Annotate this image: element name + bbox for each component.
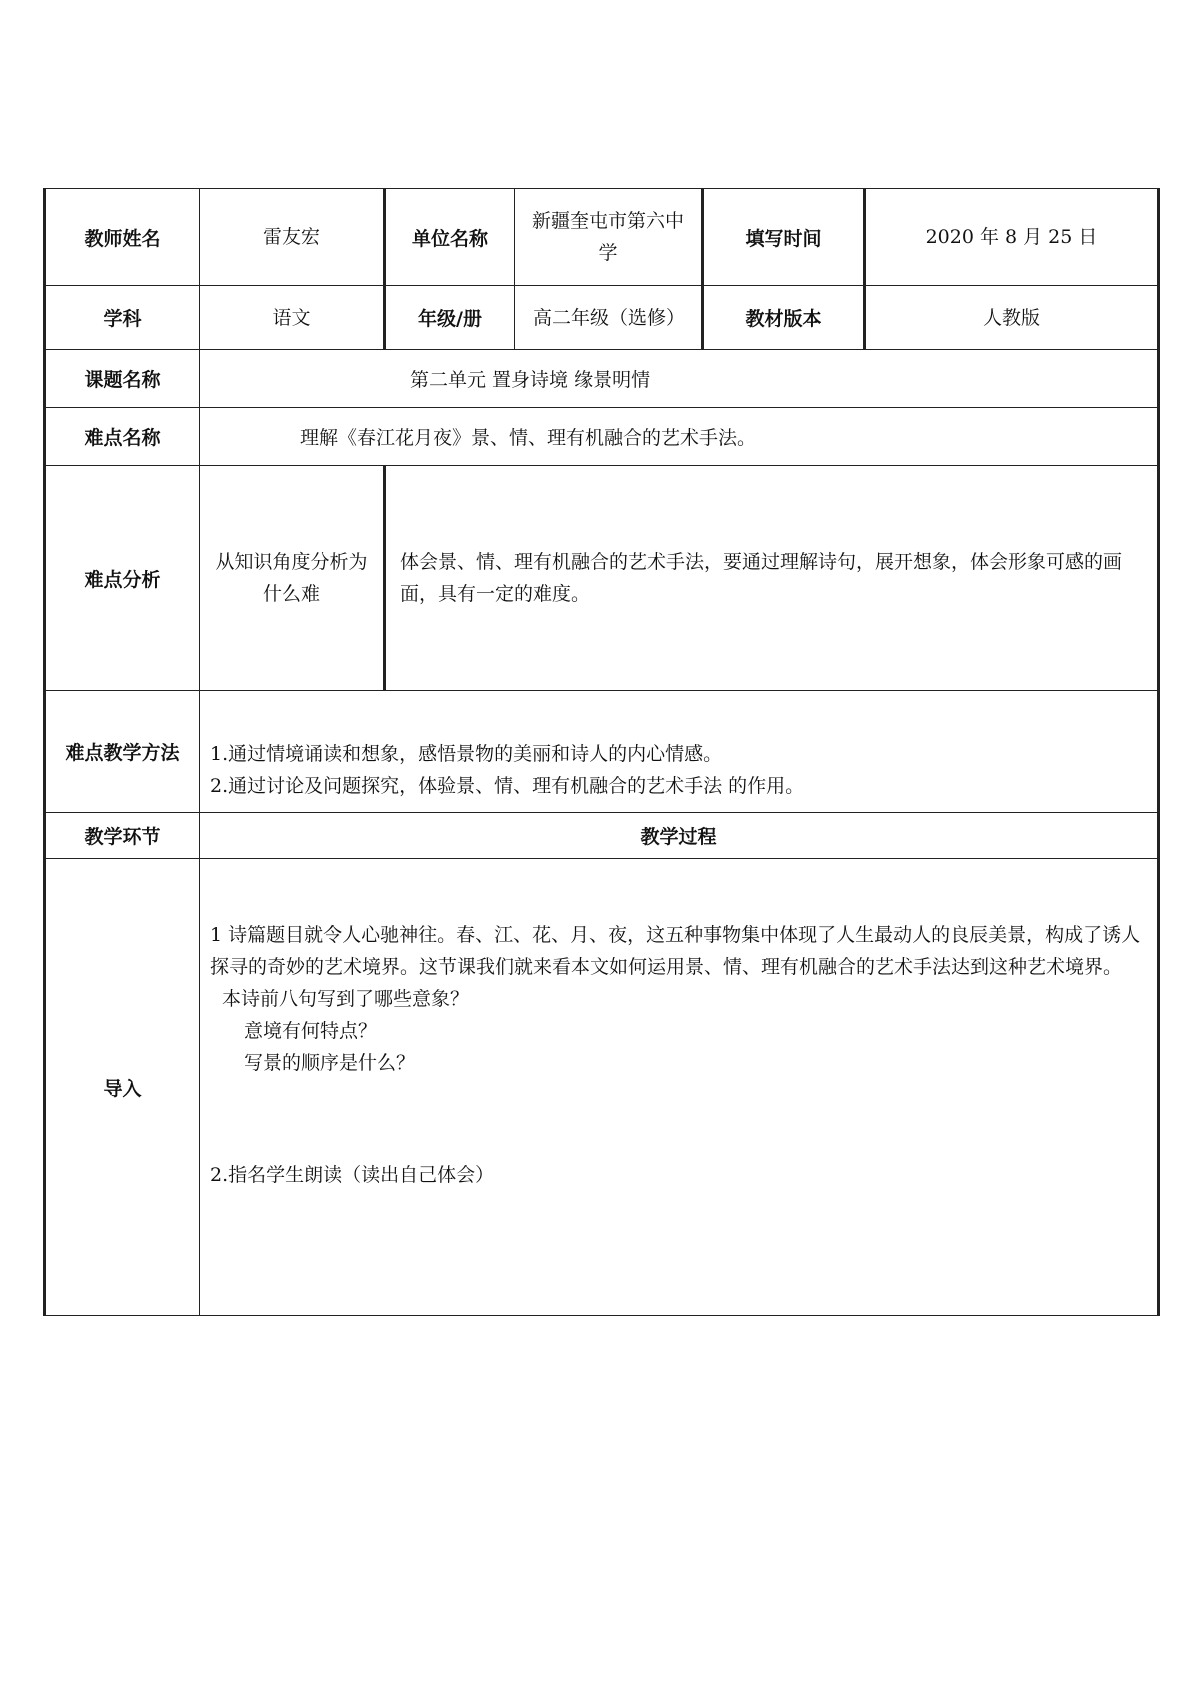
difficulty-label: 难点名称 <box>45 408 200 466</box>
fill-date-label: 填写时间 <box>703 189 865 286</box>
method-label: 难点教学方法 <box>45 691 200 813</box>
method-text <box>200 691 1159 813</box>
edition-label: 教材版本 <box>703 286 865 350</box>
process-header: 教学过程 <box>200 813 1159 859</box>
intro-paragraph: 1 诗篇题目就令人心驰神往。春、江、花、月、夜，这五种事物集中体现了人生最动人的良辰美景，构成了诱人探寻的奇妙的艺术境界。这节课我们就来看本文如何运用景、情、理有机融合的艺术手法达到这种艺术境界。 <box>210 924 1141 978</box>
subject-row <box>45 286 1159 350</box>
intro-question-2: 意境有何特点？ <box>244 1020 378 1042</box>
intro-row <box>45 859 1159 1316</box>
fill-date-value: 2020 年 8 月 25 日 <box>865 189 1159 286</box>
analysis-angle: 从知识角度分析为什么难 <box>200 466 385 691</box>
intro-label: 导入 <box>45 859 200 1316</box>
analysis-label: 难点分析 <box>45 466 200 691</box>
subject-value: 语文 <box>200 286 385 350</box>
method-item-1: 1.通过情境诵读和想象，感悟景物的美丽和诗人的内心情感。 <box>210 743 723 765</box>
grade-value: 高二年级（选修） <box>515 286 703 350</box>
edition-value: 人教版 <box>865 286 1159 350</box>
teacher-row <box>45 189 1159 286</box>
intro-content <box>200 859 1159 1316</box>
difficulty-value: 理解《春江花月夜》景、情、理有机融合的艺术手法。 <box>200 408 1159 466</box>
method-item-2: 2.通过讨论及问题探究，体验景、情、理有机融合的艺术手法 的作用。 <box>210 775 805 797</box>
lesson-design-form <box>43 188 1160 1316</box>
unit-name-label: 单位名称 <box>385 189 515 286</box>
difficulty-row <box>45 408 1159 466</box>
grade-label: 年级/册 <box>385 286 515 350</box>
intro-question-1: 本诗前八句写到了哪些意象？ <box>222 988 470 1010</box>
topic-label: 课题名称 <box>45 350 200 408</box>
stage-header: 教学环节 <box>45 813 200 859</box>
teacher-name-label: 教师姓名 <box>45 189 200 286</box>
topic-value: 第二单元 置身诗境 缘景明情 <box>200 350 1159 408</box>
intro-spacer <box>210 1079 1147 1159</box>
teacher-name-value: 雷友宏 <box>200 189 385 286</box>
intro-question-3: 写景的顺序是什么？ <box>244 1052 416 1074</box>
intro-step-2: 2.指名学生朗读（读出自己体会） <box>210 1164 495 1186</box>
method-row <box>45 691 1159 813</box>
process-header-row <box>45 813 1159 859</box>
topic-row <box>45 350 1159 408</box>
unit-name-value: 新疆奎屯市第六中学 <box>515 189 703 286</box>
analysis-row <box>45 466 1159 691</box>
analysis-text: 体会景、情、理有机融合的艺术手法，要通过理解诗句，展开想象，体会形象可感的画面，具有一定的难度。 <box>385 466 1159 691</box>
subject-label: 学科 <box>45 286 200 350</box>
